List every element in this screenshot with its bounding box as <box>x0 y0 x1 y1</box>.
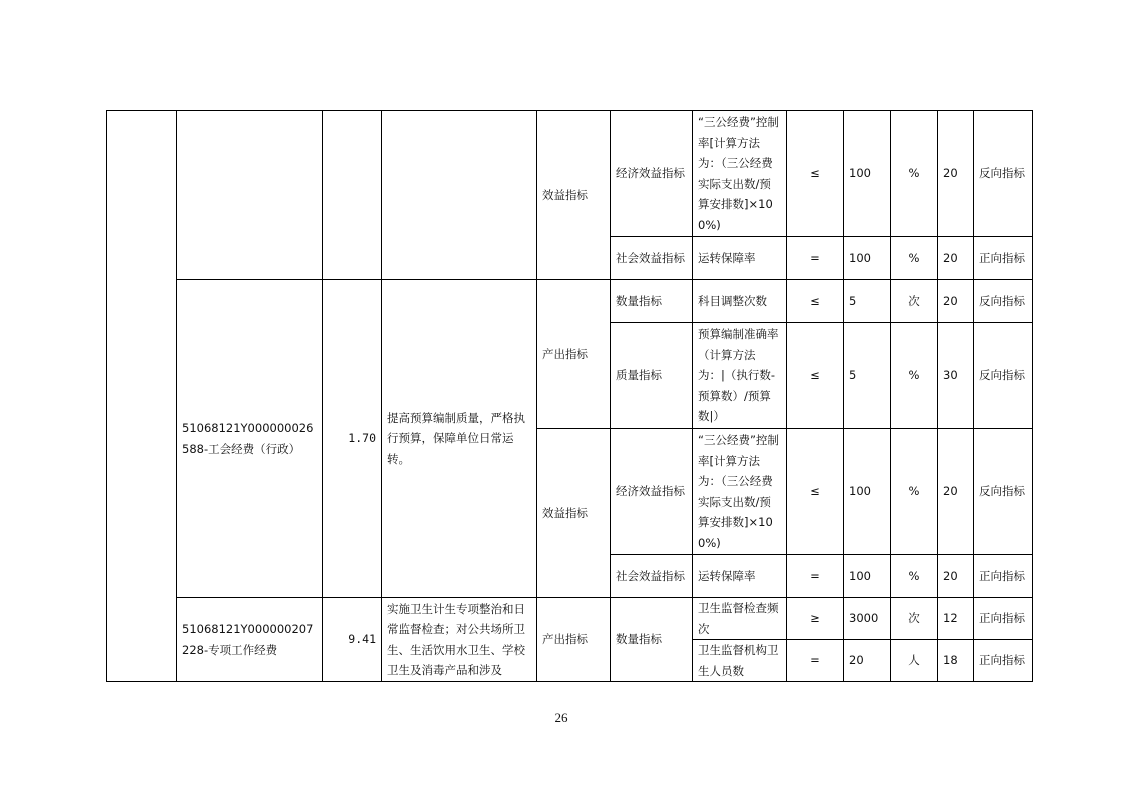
target-value: 20 <box>844 640 891 682</box>
indicator-direction: 正向指标 <box>974 598 1033 640</box>
operator-symbol: = <box>787 555 844 598</box>
project-name-cell: 51068121Y000000026588-工会经费（行政） <box>177 280 323 598</box>
operator-symbol: ≤ <box>787 280 844 323</box>
level3-indicator: 经济效益指标 <box>611 111 693 237</box>
indicator-name: 科目调整次数 <box>693 280 787 323</box>
level3-indicator: 数量指标 <box>611 280 693 323</box>
target-value: 5 <box>844 280 891 323</box>
indicator-direction: 正向指标 <box>974 555 1033 598</box>
level2-indicator: 效益指标 <box>537 429 611 598</box>
weight: 20 <box>938 429 974 555</box>
indicator-direction: 反向指标 <box>974 280 1033 323</box>
operator-symbol: ≤ <box>787 323 844 429</box>
page-number: 26 <box>554 710 568 725</box>
level2-indicator: 产出指标 <box>537 598 611 682</box>
project-goal-cell: 实施卫生计生专项整治和日常监督检查；对公共场所卫生、生活饮用水卫生、学校卫生及消毒产品和涉及 <box>382 598 537 682</box>
indicator-direction: 反向指标 <box>974 429 1033 555</box>
project-goal-cell: 提高预算编制质量，严格执行预算，保障单位日常运转。 <box>382 280 537 598</box>
unit: % <box>891 429 938 555</box>
level2-indicator: 效益指标 <box>537 111 611 280</box>
operator-symbol: ≤ <box>787 429 844 555</box>
unit: % <box>891 323 938 429</box>
weight: 20 <box>938 237 974 280</box>
indicator-name: 运转保障率 <box>693 237 787 280</box>
indicator-direction: 正向指标 <box>974 237 1033 280</box>
level2-indicator: 产出指标 <box>537 280 611 429</box>
table-row <box>107 111 1033 237</box>
project-amount-cell: 1.70 <box>323 280 382 598</box>
unit: % <box>891 237 938 280</box>
project-amount-cell: 9.41 <box>323 598 382 682</box>
performance-indicator-table <box>106 110 1033 682</box>
weight: 30 <box>938 323 974 429</box>
project-amount-cell <box>323 111 382 280</box>
level3-indicator: 经济效益指标 <box>611 429 693 555</box>
project-goal-cell <box>382 111 537 280</box>
indicator-name: 卫生监督检查频次 <box>693 598 787 640</box>
unit: 次 <box>891 280 938 323</box>
indicator-name: “三公经费”控制率[计算方法为：（三公经费实际支出数/预算安排数]×100%) <box>693 429 787 555</box>
weight: 20 <box>938 280 974 323</box>
department-cell <box>107 111 177 682</box>
operator-symbol: = <box>787 237 844 280</box>
weight: 12 <box>938 598 974 640</box>
operator-symbol: = <box>787 640 844 682</box>
level3-indicator: 数量指标 <box>611 598 693 682</box>
indicator-name: 预算编制准确率（计算方法为：|（执行数-预算数）/预算数|） <box>693 323 787 429</box>
indicator-direction: 反向指标 <box>974 111 1033 237</box>
indicator-name: “三公经费”控制率[计算方法为：（三公经费实际支出数/预算安排数]×100%) <box>693 111 787 237</box>
target-value: 100 <box>844 555 891 598</box>
level3-indicator: 社会效益指标 <box>611 237 693 280</box>
target-value: 100 <box>844 429 891 555</box>
project-name-cell: 51068121Y000000207228-专项工作经费 <box>177 598 323 682</box>
table-row <box>107 598 1033 640</box>
level3-indicator: 质量指标 <box>611 323 693 429</box>
indicator-direction: 正向指标 <box>974 640 1033 682</box>
indicator-name: 运转保障率 <box>693 555 787 598</box>
target-value: 100 <box>844 237 891 280</box>
table-row <box>107 280 1033 323</box>
unit: % <box>891 555 938 598</box>
weight: 20 <box>938 555 974 598</box>
level3-indicator: 社会效益指标 <box>611 555 693 598</box>
target-value: 3000 <box>844 598 891 640</box>
project-name-cell <box>177 111 323 280</box>
operator-symbol: ≥ <box>787 598 844 640</box>
indicator-direction: 反向指标 <box>974 323 1033 429</box>
unit: 人 <box>891 640 938 682</box>
indicator-name: 卫生监督机构卫生人员数 <box>693 640 787 682</box>
target-value: 100 <box>844 111 891 237</box>
unit: % <box>891 111 938 237</box>
weight: 20 <box>938 111 974 237</box>
unit: 次 <box>891 598 938 640</box>
operator-symbol: ≤ <box>787 111 844 237</box>
target-value: 5 <box>844 323 891 429</box>
weight: 18 <box>938 640 974 682</box>
